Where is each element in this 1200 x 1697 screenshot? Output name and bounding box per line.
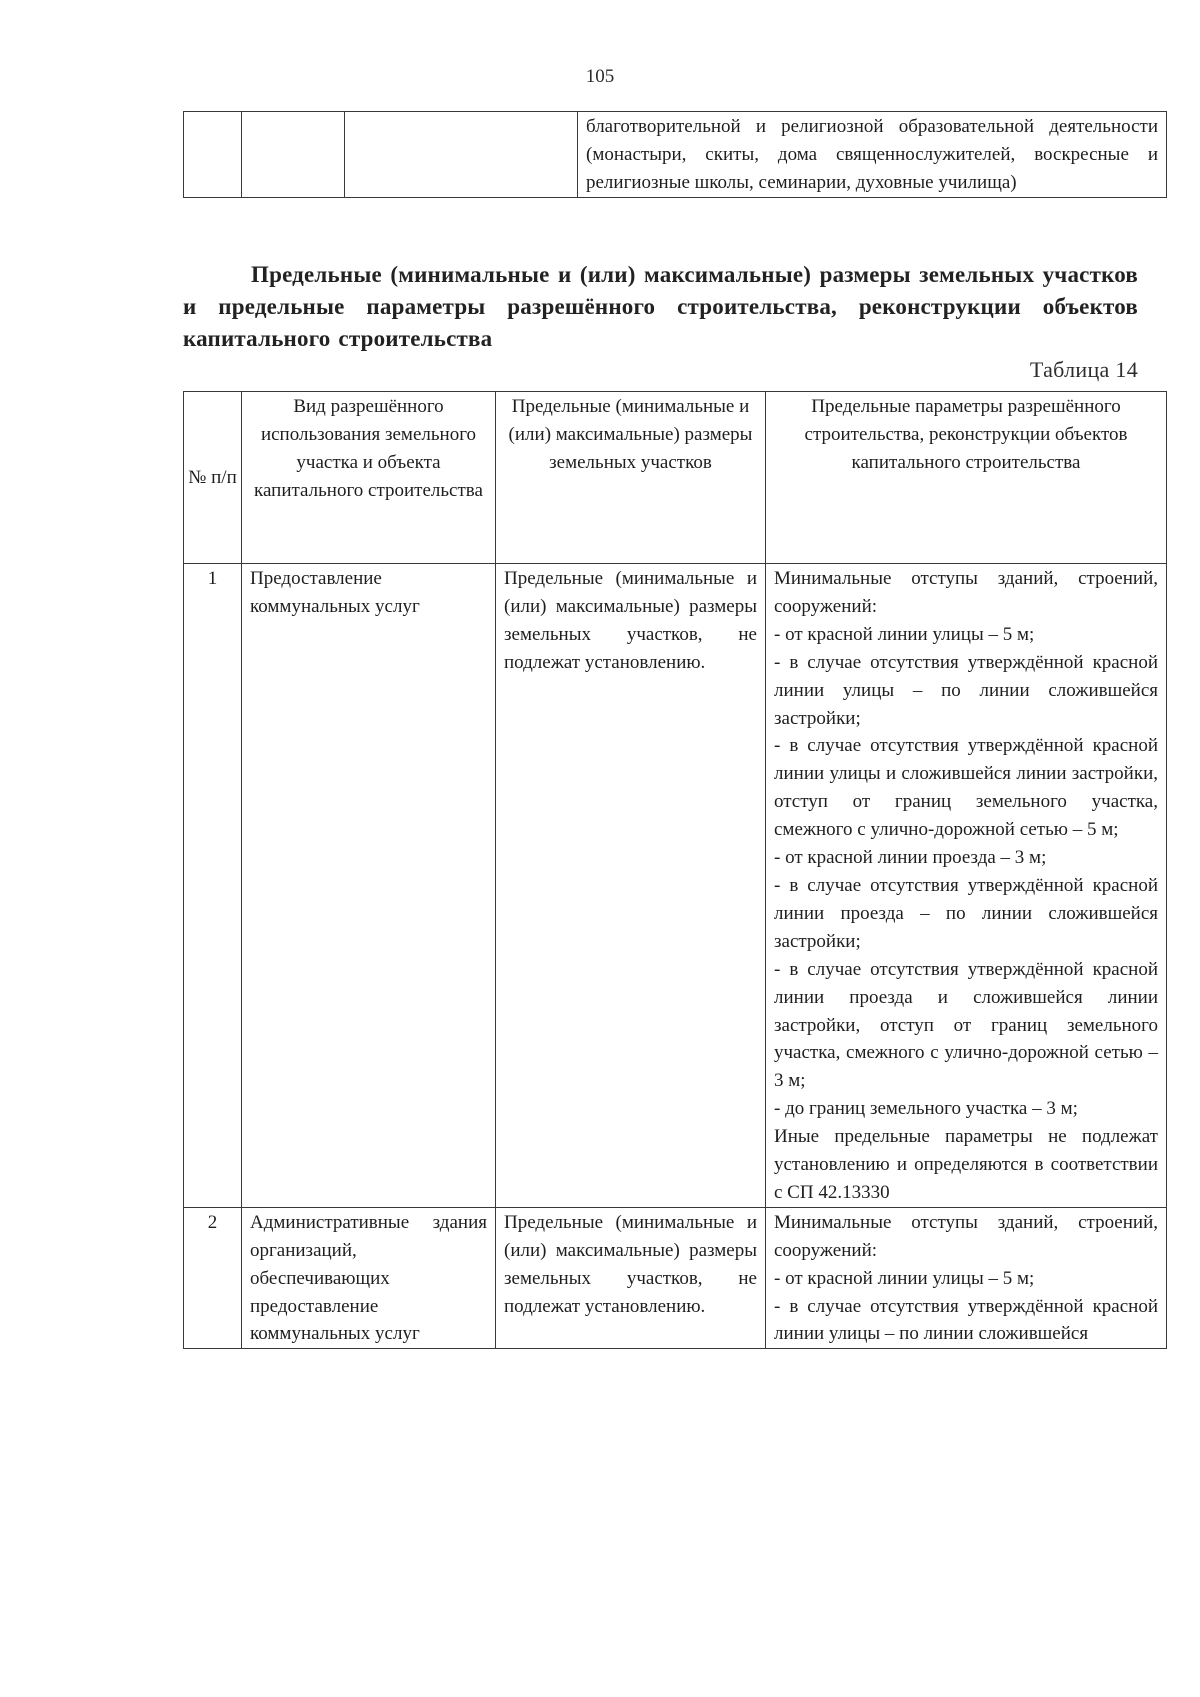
- header-use-type: Вид разрешённого использования земельного участка и объекта капитального строительства: [242, 392, 496, 564]
- header-plot-sizes: Предельные (минимальные и (или) максимальные) размеры земельных участков: [496, 392, 766, 564]
- table-cell-empty: [345, 112, 578, 198]
- row-number: 1: [184, 564, 242, 1208]
- plot-sizes-cell: Предельные (минимальные и (или) максимальные) размеры земельных участков, не подлежат установлению.: [496, 564, 766, 1208]
- param-line: - от красной линии улицы – 5 м;: [774, 623, 1035, 645]
- header-build-params: Предельные параметры разрешённого строительства, реконструкции объектов капитального строительства: [766, 392, 1167, 564]
- param-line: - от красной линии проезда – 3 м;: [774, 847, 1047, 869]
- param-line: - в случае отсутствия утверждённой красной линии проезда – по линии сложившейся застройки;: [774, 874, 1158, 952]
- param-line: - в случае отсутствия утверждённой красной линии улицы – по линии сложившейся застройки;: [774, 651, 1158, 729]
- build-params-cell: [766, 564, 1167, 1208]
- table-row: [184, 1207, 1167, 1349]
- continuation-text: благотворительной и религиозной образовательной деятельности (монастыри, скиты, дома священнослужителей, воскресные и религиозные школы, семинарии, духовные училища): [578, 112, 1167, 198]
- build-params-cell: [766, 1207, 1167, 1349]
- section-heading-text: Предельные (минимальные и (или) максимальные) размеры земельных участков и предельные параметры разрешённого строительства, реконструкции объектов капитального строительства: [183, 262, 1138, 351]
- page-number: 105: [585, 66, 615, 87]
- table-row: [184, 112, 1167, 198]
- param-line: - от красной линии улицы – 5 м;: [774, 1267, 1035, 1289]
- table-caption: Таблица 14: [1029, 357, 1138, 382]
- table-header-row: [184, 392, 1167, 564]
- param-line: - до границ земельного участка – 3 м;: [774, 1098, 1078, 1120]
- param-line: Минимальные отступы зданий, строений, сооружений:: [774, 568, 1158, 617]
- row-number: 2: [184, 1207, 242, 1349]
- section-heading: [183, 259, 1138, 355]
- header-num: № п/п: [184, 392, 242, 564]
- table-cell-empty: [184, 112, 242, 198]
- param-line: - в случае отсутствия утверждённой красной линии улицы – по линии сложившейся: [774, 1295, 1158, 1345]
- param-line: Иные предельные параметры не подлежат установлению и определяются в соответствии с СП 42.13330: [774, 1126, 1158, 1203]
- continuation-table: [183, 111, 1167, 198]
- table-row: [184, 564, 1167, 1208]
- param-line: - в случае отсутствия утверждённой красной линии проезда и сложившейся линии застройки, отступ от границ земельного участка, смежного с улично-дорожной сетью – 3 м;: [774, 958, 1158, 1092]
- param-line: Минимальные отступы зданий, строений, сооружений:: [774, 1211, 1158, 1261]
- use-type-cell: Предоставление коммунальных услуг: [242, 564, 496, 1208]
- param-line: - в случае отсутствия утверждённой красной линии улицы и сложившейся линии застройки, отступ от границ земельного участка, смежного с улично-дорожной сетью – 5 м;: [774, 735, 1158, 841]
- plot-sizes-cell: Предельные (минимальные и (или) максимальные) размеры земельных участков, не подлежат установлению.: [496, 1207, 766, 1349]
- parameters-table: [183, 391, 1167, 1349]
- table-cell-empty: [242, 112, 345, 198]
- use-type-cell: Административные здания организаций, обеспечивающих предоставление коммунальных услуг: [242, 1207, 496, 1349]
